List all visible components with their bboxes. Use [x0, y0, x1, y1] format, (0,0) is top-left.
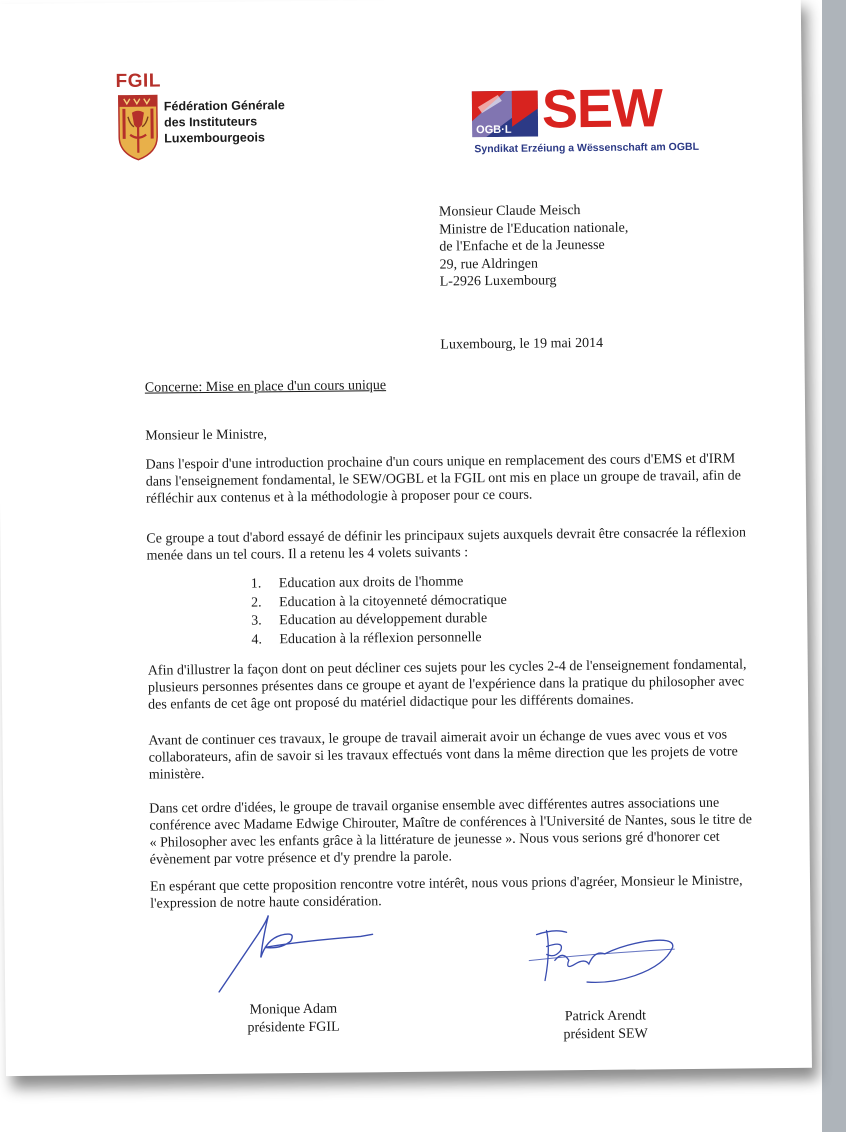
fgil-logo-title: FGIL [115, 70, 161, 92]
text-line: l'expression de notre haute considération. [150, 894, 382, 912]
ogbl-badge-icon [472, 91, 538, 138]
text-line: « Philosopher avec les enfants grâce à la littérature de jeunesse ». Nous vous serions gré d'honorer cet [149, 829, 720, 851]
recipient-address [439, 202, 629, 291]
address-line: Ministre de l'Education nationale, [439, 220, 629, 238]
address-line: 29, rue Aldringen [439, 256, 538, 273]
text-line: dans l'enseignement fondamental, le SEW/OGBL et la FGIL ont mis en place un groupe de travail, afin de [145, 468, 742, 490]
signature-adam [210, 908, 381, 996]
text-line: Dans cet ordre d'idées, le groupe de travail organise ensemble avec différentes autres associations une [149, 795, 720, 817]
text-line: collaborateurs, afin de savoir si les travaux effectués vont dans la même direction que les projets de votre [148, 744, 738, 766]
list-number: 4. [251, 631, 263, 648]
text-line: Avant de continuer ces travaux, le groupe de travail aimerait avoir un échange de vues avec vous et vos [148, 727, 728, 749]
list-number: 1. [250, 576, 262, 592]
signatory-role: président SEW [563, 1026, 648, 1043]
signatory-name: Patrick Arendt [564, 1008, 647, 1025]
list-text: Education au développement durable [279, 611, 488, 629]
paragraph-5 [149, 794, 768, 868]
text-line: Afin d'illustrer la façon dont on peut décliner ces sujets pour les cycles 2-4 de l'enseignement fondamental, [147, 657, 747, 679]
list-text: Education à la réflexion personnelle [279, 629, 482, 647]
signatory-role: présidente FGIL [247, 1019, 340, 1036]
fgil-line: Luxembourgeois [164, 130, 265, 146]
list-text: Education à la citoyenneté démocratique [278, 592, 507, 610]
fgil-logo-text [164, 97, 285, 146]
paragraph-3 [148, 656, 767, 713]
signatory-right [545, 1007, 665, 1044]
list-text: Education aux droits de l'homme [278, 574, 464, 592]
list-item [251, 628, 507, 649]
sew-logo-subtitle: Syndikat Erzéiung a Wëssenschaft am OGBL [474, 140, 700, 156]
text-line: menée dans un tel cours. Il a retenu les 4 volets suivants : [146, 545, 469, 564]
list-number: 3. [251, 613, 262, 629]
text-line: évènement par votre présence et d'y prendre la parole. [149, 849, 453, 868]
signature-arendt [524, 919, 695, 993]
topics-list [251, 573, 508, 650]
signatory-name: Monique Adam [249, 1001, 338, 1018]
letter-date: Luxembourg, le 19 mai 2014 [440, 335, 604, 353]
text-line: Ce groupe a tout d'abord essayé de définir les principaux sujets auxquels devrait être consacrée la réflexion [146, 525, 747, 547]
text-line: réfléchir aux contenus et à la méthodologie à proposer pour ce cours. [145, 487, 533, 507]
text-line: ministère. [148, 767, 205, 783]
text-line: plusieurs personnes présentes dans ce groupe et ayant de l'expérience dans la pratique du philosopher avec [147, 674, 745, 696]
text-line: conférence avec Madame Edwige Chirouter, Maître de conférences à l'Université de Nantes, sous le titre de [149, 812, 752, 834]
salutation: Monsieur le Ministre, [145, 427, 268, 444]
address-line: Monsieur Claude Meisch [438, 203, 581, 220]
text-line: des enfants de cet âge ont proposé du matériel didactique pour les différents domaines. [148, 692, 634, 713]
paragraph-1 [146, 450, 765, 507]
text-line: Dans l'espoir d'une introduction prochaine d'un cours unique en remplacement des cours d'EMS et d'IRM [145, 451, 736, 473]
address-line: de l'Enfache et de la Jeunesse [439, 237, 605, 255]
text-line: En espérant que cette proposition rencontre votre intérêt, nous vous prions d'agréer, Monsieur le Ministre, [149, 873, 743, 895]
fgil-shield-icon [118, 95, 159, 161]
ogbl-badge-text: OGB·L [476, 123, 512, 137]
address-line: L-2926 Luxembourg [439, 273, 557, 290]
signatory-left [233, 1001, 353, 1038]
backdrop-strip [822, 0, 846, 1132]
paragraph-6 [150, 872, 768, 912]
fgil-logo [115, 69, 316, 166]
sew-logo [472, 78, 713, 168]
paragraph-2 [146, 524, 764, 564]
fgil-line: des Instituteurs [163, 114, 258, 130]
paragraph-4 [148, 726, 767, 783]
sew-logo-name: SEW [541, 78, 663, 140]
list-number: 2. [250, 594, 262, 611]
letter-subject: Concerne: Mise en place d'un cours unique [144, 378, 387, 396]
fgil-line: Fédération Générale [163, 98, 285, 114]
